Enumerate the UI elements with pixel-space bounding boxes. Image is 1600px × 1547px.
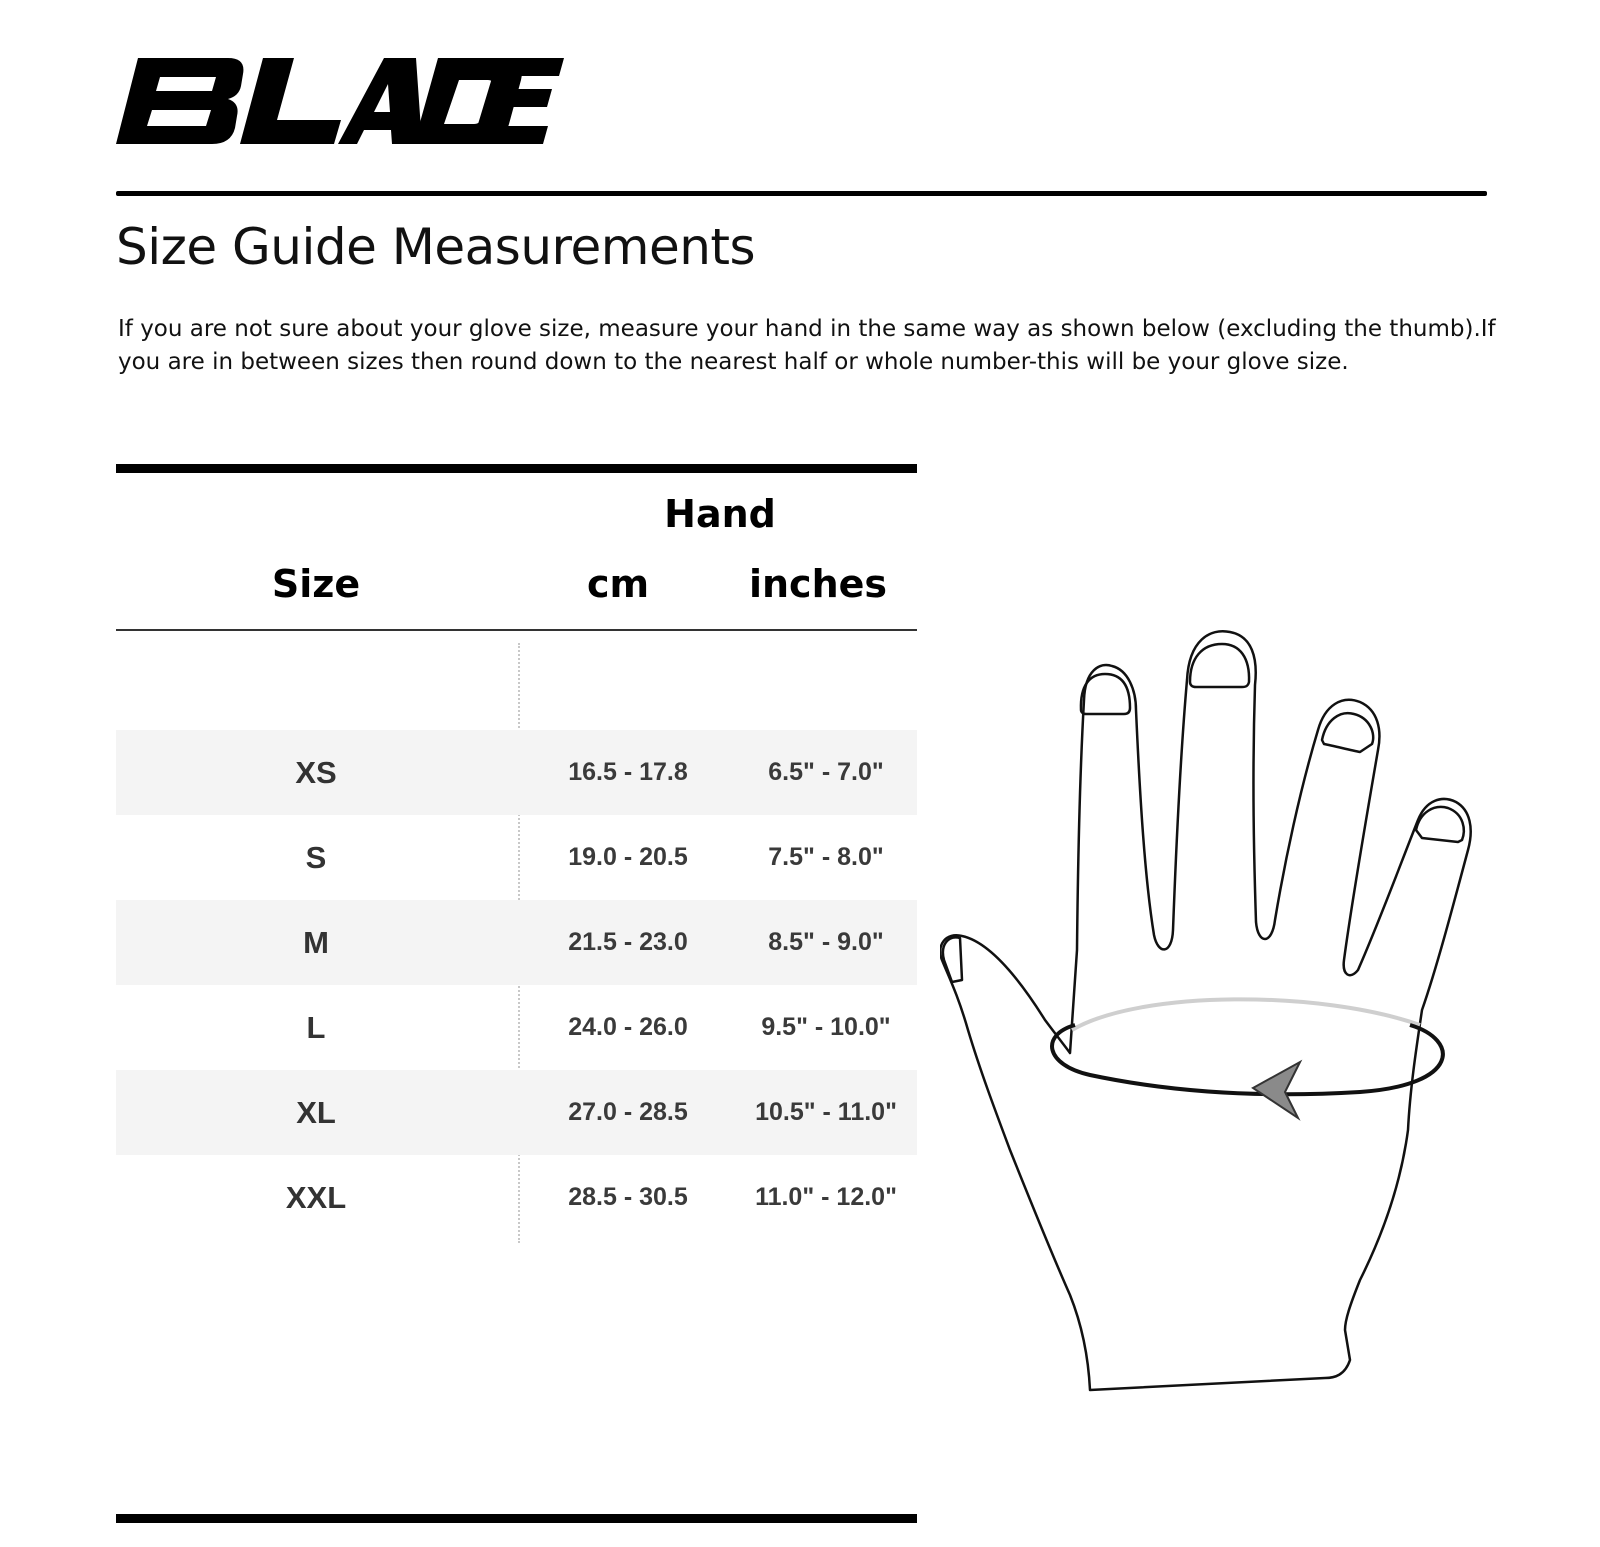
size-table-body <box>116 730 917 1240</box>
cm-cell: 27.0 - 28.5 <box>568 1098 688 1126</box>
table-header-divider <box>116 629 917 631</box>
hand-measurement-icon <box>940 630 1520 1430</box>
header-divider <box>116 191 1487 196</box>
inches-column-header: inches <box>748 562 888 606</box>
table-top-rule <box>116 464 917 473</box>
size-cell: XS <box>295 755 337 790</box>
inches-cell: 6.5" - 7.0" <box>768 758 884 786</box>
inches-cell: 7.5" - 8.0" <box>768 843 884 871</box>
hand-group-header: Hand <box>664 492 776 536</box>
size-cell: S <box>305 840 327 875</box>
size-cell: M <box>303 925 329 960</box>
inches-cell: 8.5" - 9.0" <box>768 928 884 956</box>
size-cell: XL <box>296 1095 336 1130</box>
page-title: Size Guide Measurements <box>116 218 756 276</box>
cm-cell: 28.5 - 30.5 <box>568 1183 688 1211</box>
table-row <box>116 985 917 1070</box>
size-column-header: Size <box>271 562 361 606</box>
inches-cell: 10.5" - 11.0" <box>755 1098 897 1126</box>
inches-cell: 9.5" - 10.0" <box>761 1013 891 1041</box>
table-bottom-rule <box>116 1514 917 1523</box>
hand-outline-illustration <box>940 630 1520 1430</box>
table-row <box>116 1070 917 1155</box>
cm-column-header: cm <box>586 562 650 606</box>
table-row <box>116 730 917 815</box>
size-cell: XXL <box>285 1180 347 1215</box>
intro-text: If you are not sure about your glove size, measure your hand in the same way as shown below (excluding the thumb).If you are in between sizes then round down to the nearest half or whole number-this will be your glove size. <box>118 316 1496 375</box>
cm-cell: 24.0 - 26.0 <box>568 1013 688 1041</box>
table-row <box>116 815 917 900</box>
table-row <box>116 1155 917 1240</box>
blade-logo <box>116 50 566 150</box>
cm-cell: 16.5 - 17.8 <box>568 758 688 786</box>
inches-cell: 11.0" - 12.0" <box>755 1183 897 1211</box>
table-row <box>116 900 917 985</box>
blade-logo-mark <box>116 50 566 150</box>
cm-cell: 21.5 - 23.0 <box>568 928 688 956</box>
cm-cell: 19.0 - 20.5 <box>568 843 688 871</box>
size-cell: L <box>306 1010 326 1045</box>
